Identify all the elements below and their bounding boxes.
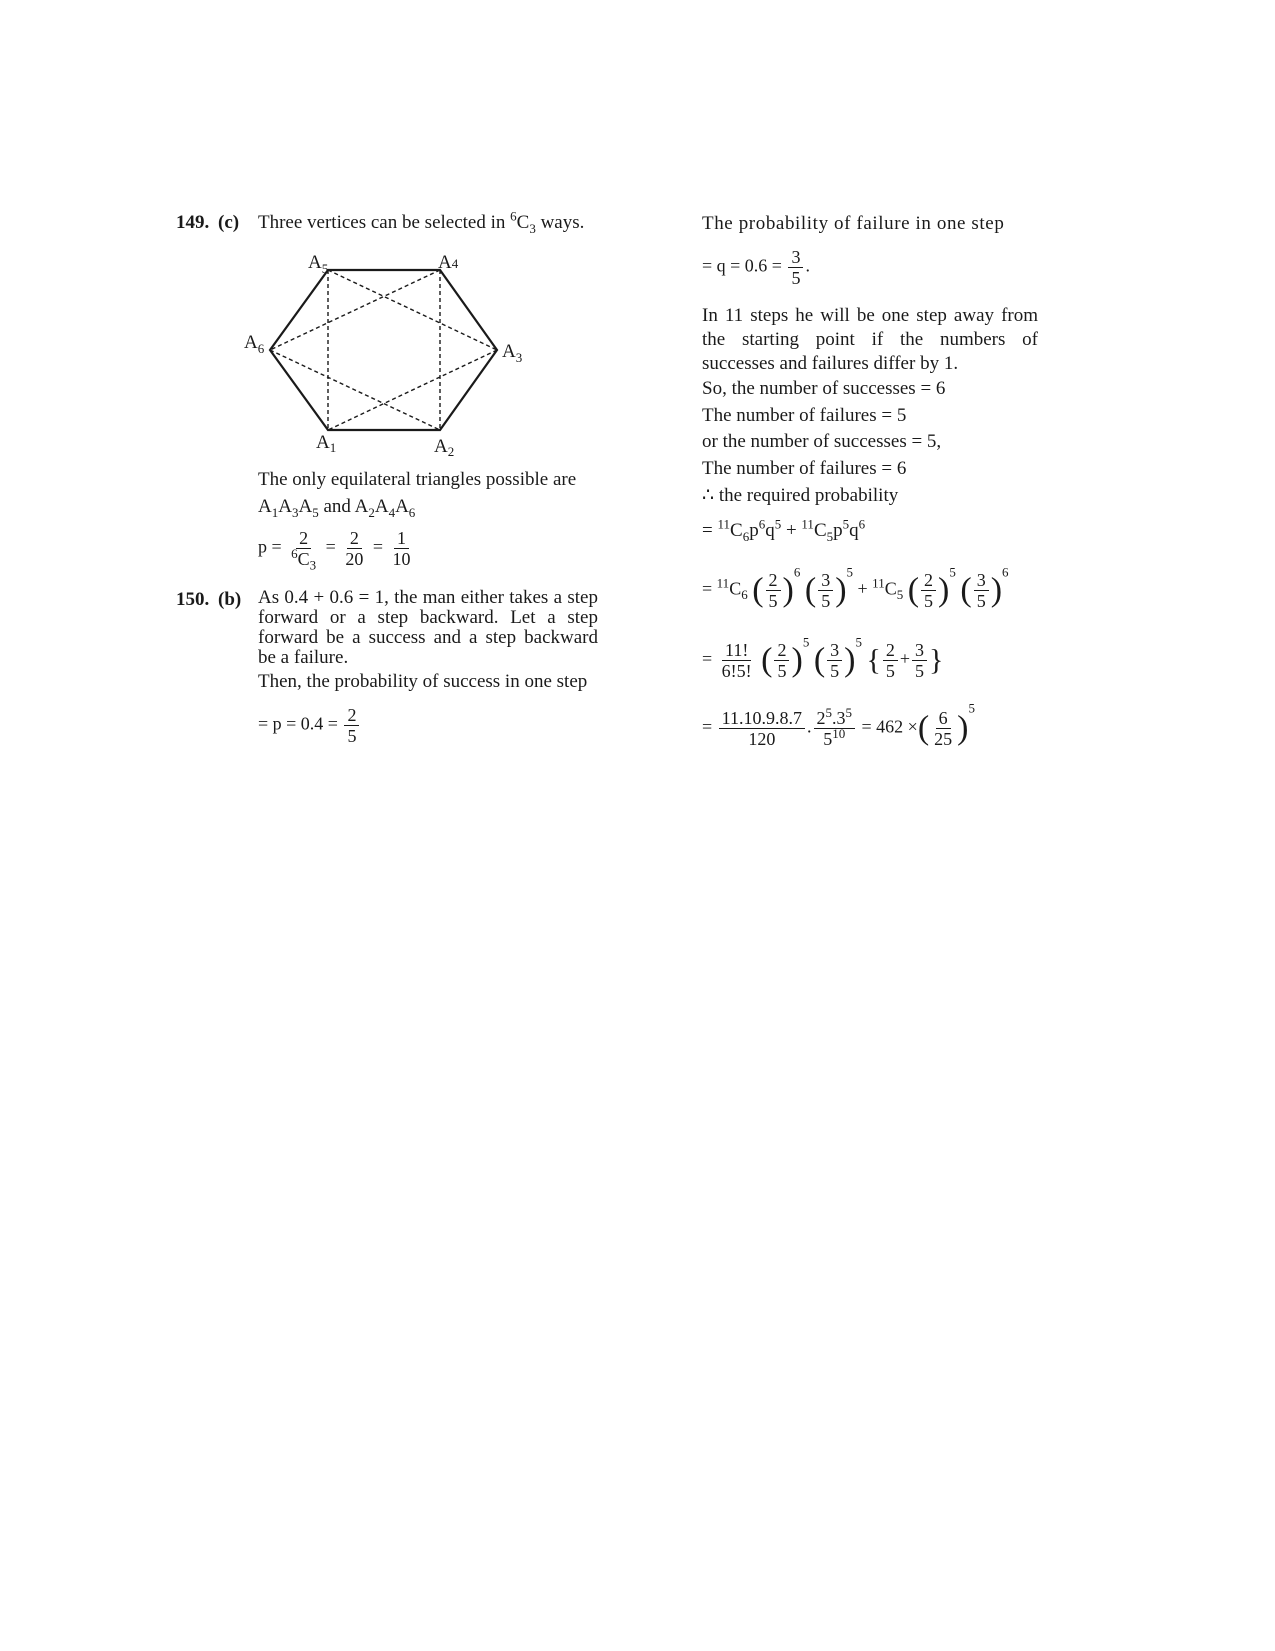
text-line-1: In 11 steps he will be one step away from — [702, 305, 1038, 326]
text-line-4: So, the number of successes = 6 — [702, 378, 946, 399]
vertex-label-a3: $A_3$ — [502, 341, 523, 365]
success-probability: = p = 0.4 = $\frac{2}{5}$ — [258, 705, 361, 746]
text-line-7: The number of failures = 6 — [702, 458, 907, 479]
q150-line-5: Then, the probability of success in one step — [258, 671, 588, 692]
vertex-label-a2: $A_2$ — [434, 436, 455, 459]
equation-1: = $^{11}C_6p^6q^5 + ^{11}C_5p^5q^6$ — [702, 516, 866, 544]
failure-probability: = q = 0.6 = $\frac{3}{5}$ . — [702, 247, 810, 288]
triangles-line: $A_1A_3A_5$ and $A_2A_4A_6$ — [258, 496, 416, 520]
vertex-label-a6: $A_6$ — [244, 332, 265, 356]
equation-4: = $\frac{11.10.9.8.7}{120}$ . $\frac{2^5.3^5}{5^{10}}$ = 462 ×( $\frac{6}{25}$ )$^5$ — [702, 700, 975, 749]
q149-line1: Three vertices can be selected in $^6C_3$ ways. — [258, 208, 585, 236]
answer-label-149: (c) — [218, 212, 240, 233]
vertex-label-a5: $A_5$ — [308, 252, 329, 276]
vertex-label-a4: A4 — [438, 252, 459, 273]
question-number-150: 150. — [176, 589, 210, 610]
hexagon-outline — [270, 270, 497, 430]
text-line-8: ∴ the required probability — [702, 485, 899, 506]
text-line-3: successes and failures differ by 1. — [702, 353, 959, 374]
question-number-149: 149. — [176, 212, 210, 233]
text-line-6: or the number of successes = 5, — [702, 431, 942, 452]
hexagon-diagonals — [270, 270, 497, 430]
equilateral-text: The only equilateral triangles possible are — [258, 469, 577, 490]
answer-label-150: (b) — [218, 589, 242, 610]
text-line-5: The number of failures = 5 — [702, 405, 907, 426]
equation-3: = $\frac{11!}{6!5!}$ ( $\frac{2}{5}$ )$^5$ ( $\frac{3}{5}$ )$^5$ { $\frac{2}{5}$ + $\frac{3}{5}$ } — [702, 634, 944, 681]
hexagon-diagram — [240, 245, 540, 460]
q150-line-3: forward be a success and a step backward — [258, 627, 598, 648]
probability-149: p = $\frac{2}{^6C_3}$ = $\frac{2}{20}$ = $\frac{1}{10}$ — [258, 528, 411, 573]
q150-line-1: As 0.4 + 0.6 = 1, the man either takes a step — [258, 587, 598, 608]
q150-line-2: forward or a step backward. Let a step — [258, 607, 598, 628]
vertex-label-a1: $A_1$ — [316, 432, 337, 455]
q150-line-4: be a failure. — [258, 647, 349, 668]
equation-2: = $^{11}C_6$ ( $\frac{2}{5}$ )$^6$ ( $\frac{3}{5}$ )$^5 + ^{11}C_5$ ( $\frac{2}{5}$ )$^5$ ( $\frac{3}{5}$ )$^6$ — [702, 564, 1009, 611]
text-line-2: the starting point if the numbers of — [702, 329, 1038, 350]
failure-line: The probability of failure in one step — [702, 213, 1005, 234]
